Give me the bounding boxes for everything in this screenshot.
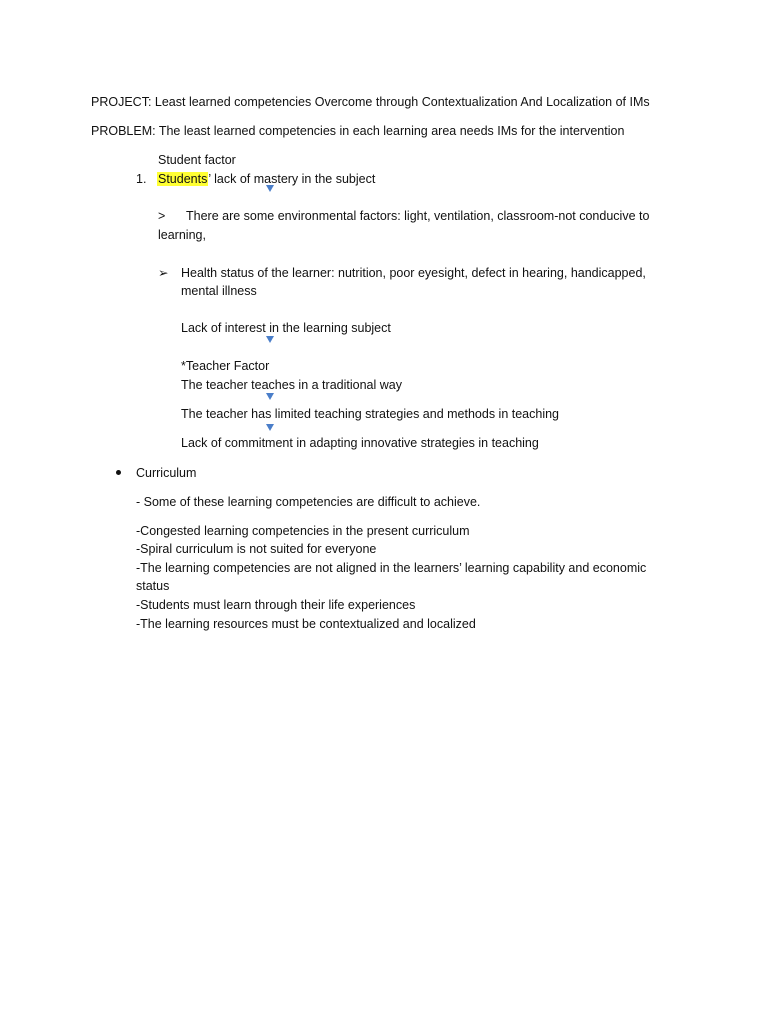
lack-of-interest: Lack of interest in the learning subject (181, 321, 391, 335)
project-line: PROJECT: Least learned competencies Overcome through Contextualization And Localization of IMs (91, 95, 650, 109)
curriculum-line-aligned-cont: status (136, 579, 170, 593)
teacher-commitment: Lack of commitment in adapting innovative strategies in teaching (181, 436, 539, 450)
health-status-line2: mental illness (181, 284, 257, 298)
student-factor-heading: Student factor (158, 153, 236, 167)
teacher-traditional: The teacher teaches in a traditional way (181, 378, 402, 392)
student-item-rest: ’ lack of mastery in the subject (208, 172, 376, 186)
curriculum-line-life-experiences: -Students must learn through their life experiences (136, 598, 416, 612)
curriculum-line-congested: -Congested learning competencies in the present curriculum (136, 524, 470, 538)
highlighted-word: Students (158, 172, 208, 186)
down-arrow-icon (266, 393, 274, 400)
down-arrow-icon (266, 424, 274, 431)
env-factors-line2: learning, (158, 228, 206, 242)
teacher-factor-heading: *Teacher Factor (181, 359, 270, 373)
curriculum-heading: Curriculum (136, 466, 197, 480)
problem-line: PROBLEM: The least learned competencies in each learning area needs IMs for the intervention (91, 124, 625, 138)
down-arrow-icon (266, 336, 274, 343)
curriculum-line-resources: -The learning resources must be contextualized and localized (136, 617, 476, 631)
health-status-line1: Health status of the learner: nutrition, poor eyesight, defect in hearing, handicapped, (181, 266, 646, 280)
arrow-bullet-icon: ➢ (158, 266, 169, 280)
env-factors-line1: There are some environmental factors: light, ventilation, classroom-not conducive to (186, 209, 650, 223)
bullet-icon (116, 470, 121, 475)
down-arrow-icon (266, 185, 274, 192)
curriculum-line-difficult: - Some of these learning competencies are difficult to achieve. (136, 495, 481, 509)
teacher-limited-strategies: The teacher has limited teaching strategies and methods in teaching (181, 407, 560, 421)
curriculum-line-aligned: -The learning competencies are not aligned in the learners’ learning capability and economic (136, 561, 647, 575)
list-number: 1. (136, 172, 147, 186)
curriculum-line-spiral: -Spiral curriculum is not suited for everyone (136, 542, 377, 556)
env-marker: > (158, 209, 166, 223)
